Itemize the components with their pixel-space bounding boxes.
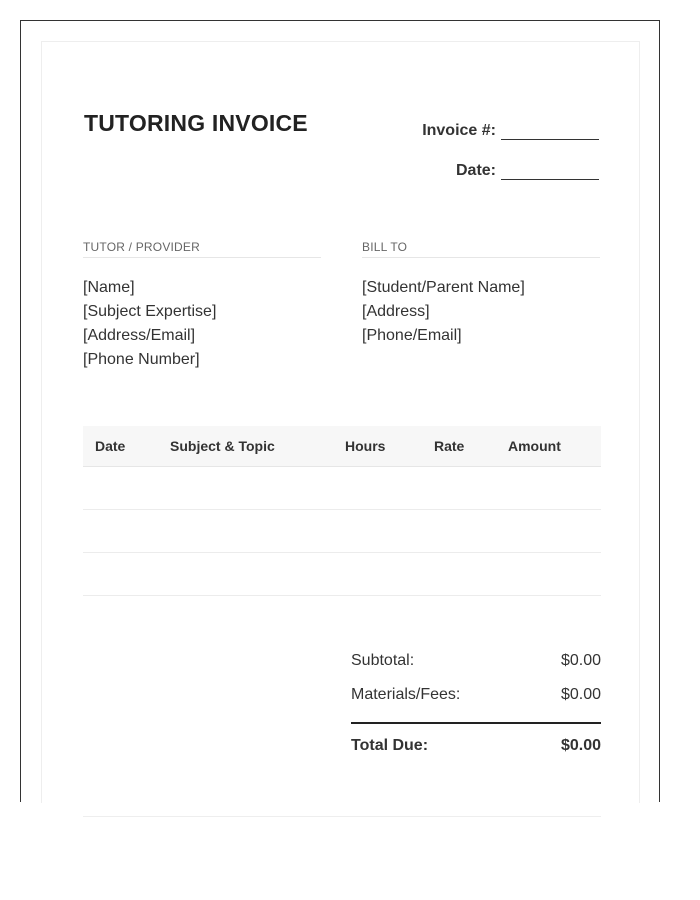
bill-to-details — [362, 276, 600, 348]
subtotal-label: Subtotal: — [351, 652, 415, 669]
bill-to-name: [Student/Parent Name] — [362, 279, 525, 296]
tutor-heading: TUTOR / PROVIDER — [83, 240, 321, 258]
materials-row — [351, 678, 601, 712]
column-header-hours: Hours — [345, 438, 386, 454]
materials-label: Materials/Fees: — [351, 686, 461, 703]
column-header-amount: Amount — [508, 438, 561, 454]
bill-to-heading: BILL TO — [362, 240, 600, 258]
bill-to-address: [Address] — [362, 303, 430, 320]
totals-section — [351, 644, 601, 755]
invoice-page — [20, 20, 660, 802]
invoice-date-blank[interactable] — [501, 165, 599, 180]
subtotal-row — [351, 644, 601, 678]
tutor-section — [83, 240, 321, 372]
bill-to-section — [362, 240, 600, 348]
footer-divider — [83, 816, 601, 817]
table-row[interactable] — [83, 510, 601, 553]
invoice-number-blank[interactable] — [501, 125, 599, 140]
table-row[interactable] — [83, 553, 601, 596]
tutor-phone: [Phone Number] — [83, 351, 200, 368]
materials-value: $0.00 — [560, 686, 601, 703]
totals-divider — [351, 722, 601, 724]
subtotal-value: $0.00 — [560, 652, 601, 669]
invoice-content-area — [41, 41, 640, 803]
total-due-value: $0.00 — [560, 737, 601, 754]
invoice-number-field[interactable] — [422, 122, 599, 140]
total-due-row — [351, 737, 601, 755]
invoice-title: TUTORING INVOICE — [84, 110, 308, 136]
column-header-rate: Rate — [434, 438, 465, 454]
tutor-subject-expertise: [Subject Expertise] — [83, 303, 217, 320]
column-header-date: Date — [95, 438, 126, 454]
tutor-address-email: [Address/Email] — [83, 327, 196, 344]
invoice-number-label: Invoice #: — [422, 122, 496, 139]
total-due-label: Total Due: — [351, 737, 429, 754]
tutor-details — [83, 276, 321, 372]
table-header — [83, 426, 601, 467]
bill-to-contact: [Phone/Email] — [362, 327, 462, 344]
column-header-subject: Subject & Topic — [170, 438, 275, 454]
table-row[interactable] — [83, 467, 601, 510]
line-items-table — [83, 426, 601, 596]
invoice-date-label: Date: — [455, 162, 496, 179]
invoice-date-field[interactable] — [456, 162, 599, 180]
tutor-name: [Name] — [83, 279, 135, 296]
